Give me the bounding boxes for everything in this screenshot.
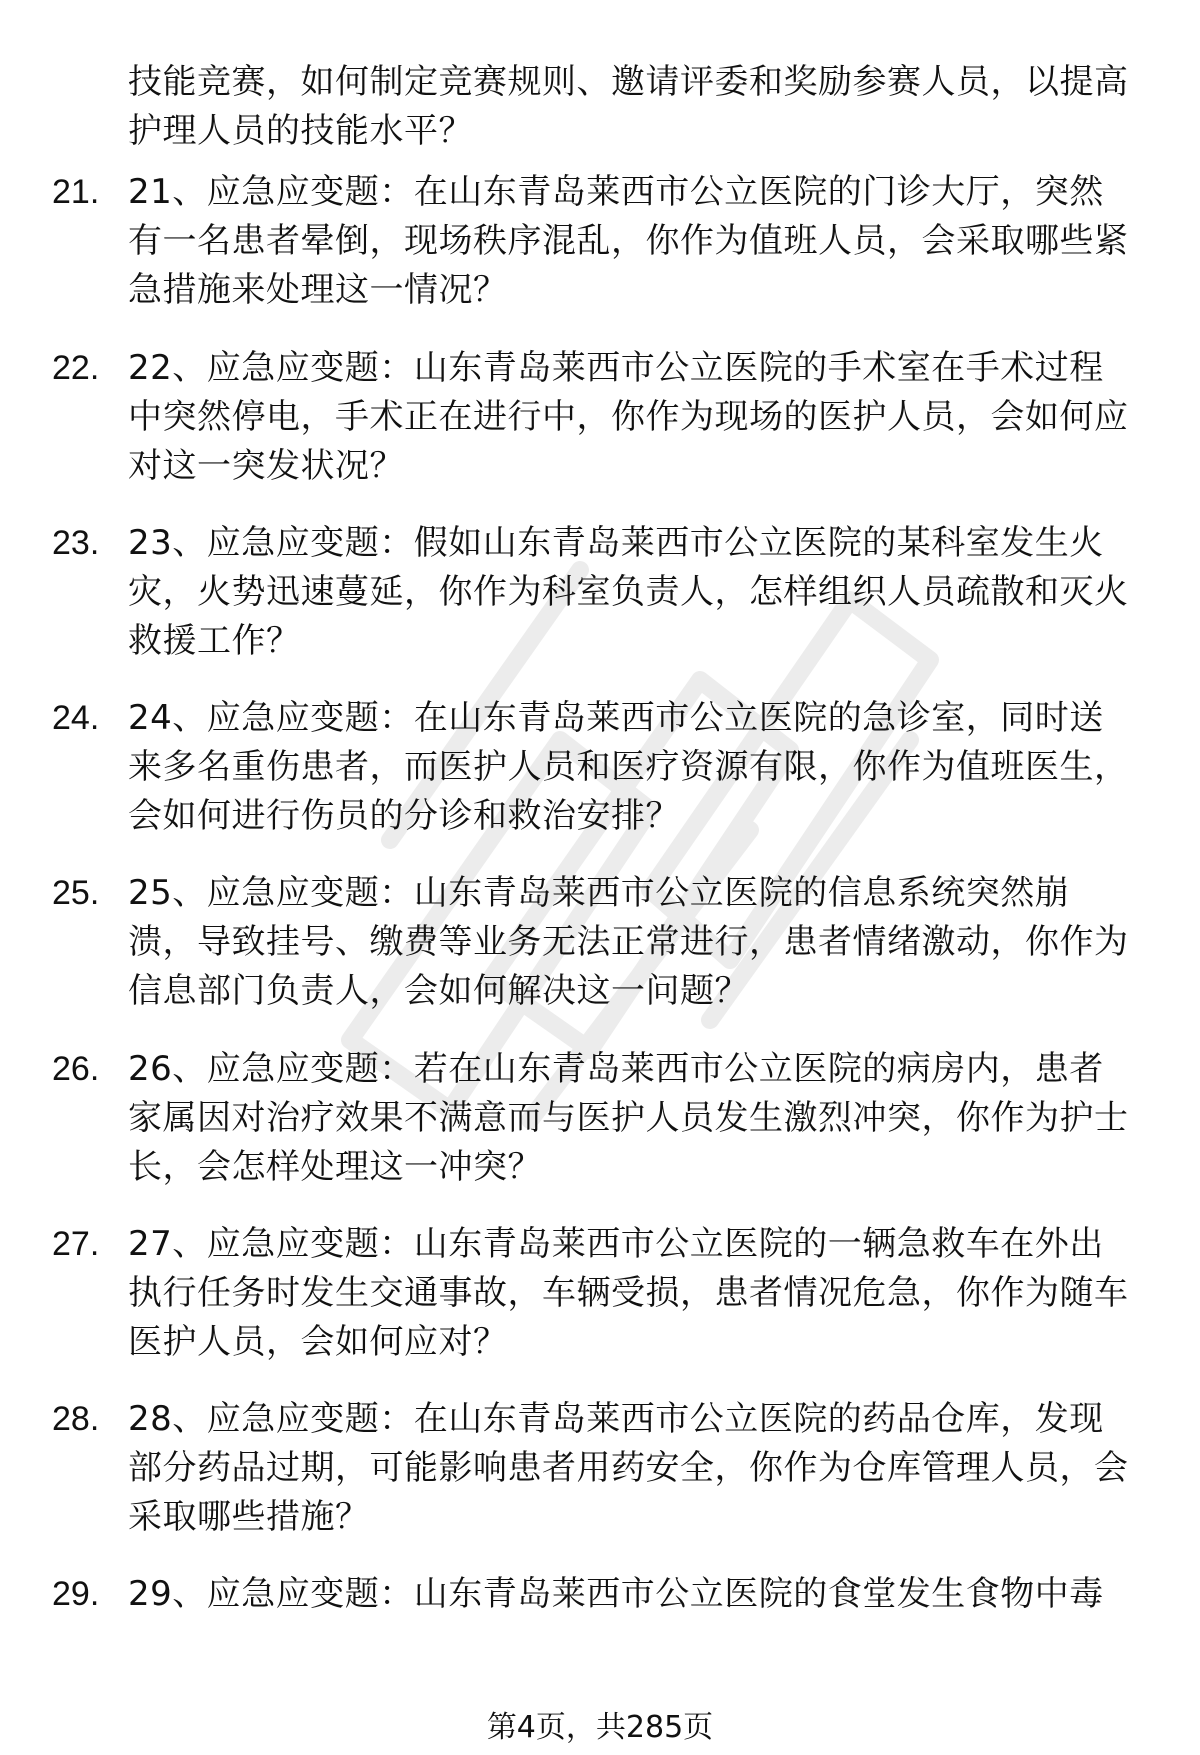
question-text: 24、应急应变题：在山东青岛莱西市公立医院的急诊室，同时送来多名重伤患者，而医护人员和医疗资源有限，你作为值班医生，会如何进行伤员的分诊和救治安排？	[128, 698, 1129, 836]
question-number: 24.	[52, 699, 100, 737]
question-text: 29、应急应变题：山东青岛莱西市公立医院的食堂发生食物中毒	[128, 1574, 1104, 1614]
question-number: 28.	[52, 1400, 100, 1438]
question-text: 23、应急应变题：假如山东青岛莱西市公立医院的某科室发生火灾，火势迅速蔓延，你作为科室负责人，怎样组织人员疏散和灭火救援工作？	[128, 523, 1129, 661]
question-number: 22.	[52, 349, 100, 387]
question-number: 21.	[52, 173, 100, 211]
question-number: 29.	[52, 1575, 100, 1613]
intro-paragraph: 技能竞赛，如何制定竞赛规则、邀请评委和奖励参赛人员，以提高护理人员的技能水平？	[128, 62, 1129, 151]
question-text: 21、应急应变题：在山东青岛莱西市公立医院的门诊大厅，突然有一名患者晕倒，现场秩序混乱，你作为值班人员，会采取哪些紧急措施来处理这一情况？	[128, 172, 1129, 310]
question-text: 22、应急应变题：山东青岛莱西市公立医院的手术室在手术过程中突然停电，手术正在进行中，你作为现场的医护人员，会如何应对这一突发状况？	[128, 348, 1129, 486]
question-text: 25、应急应变题：山东青岛莱西市公立医院的信息系统突然崩溃，导致挂号、缴费等业务无法正常进行，患者情绪激动，你作为信息部门负责人，会如何解决这一问题？	[128, 873, 1129, 1011]
question-number: 25.	[52, 874, 100, 912]
question-number: 23.	[52, 524, 100, 562]
question-number: 26.	[52, 1050, 100, 1088]
page-footer: 第4页，共285页	[486, 1710, 714, 1745]
question-number: 27.	[52, 1225, 100, 1263]
question-text: 27、应急应变题：山东青岛莱西市公立医院的一辆急救车在外出执行任务时发生交通事故，车辆受损，患者情况危急，你作为随车医护人员，会如何应对？	[128, 1224, 1129, 1362]
question-text: 28、应急应变题：在山东青岛莱西市公立医院的药品仓库，发现部分药品过期，可能影响患者用药安全，你作为仓库管理人员，会采取哪些措施？	[128, 1399, 1129, 1537]
question-text: 26、应急应变题：若在山东青岛莱西市公立医院的病房内，患者家属因对治疗效果不满意而与医护人员发生激烈冲突，你作为护士长，会怎样处理这一冲突？	[128, 1049, 1129, 1187]
